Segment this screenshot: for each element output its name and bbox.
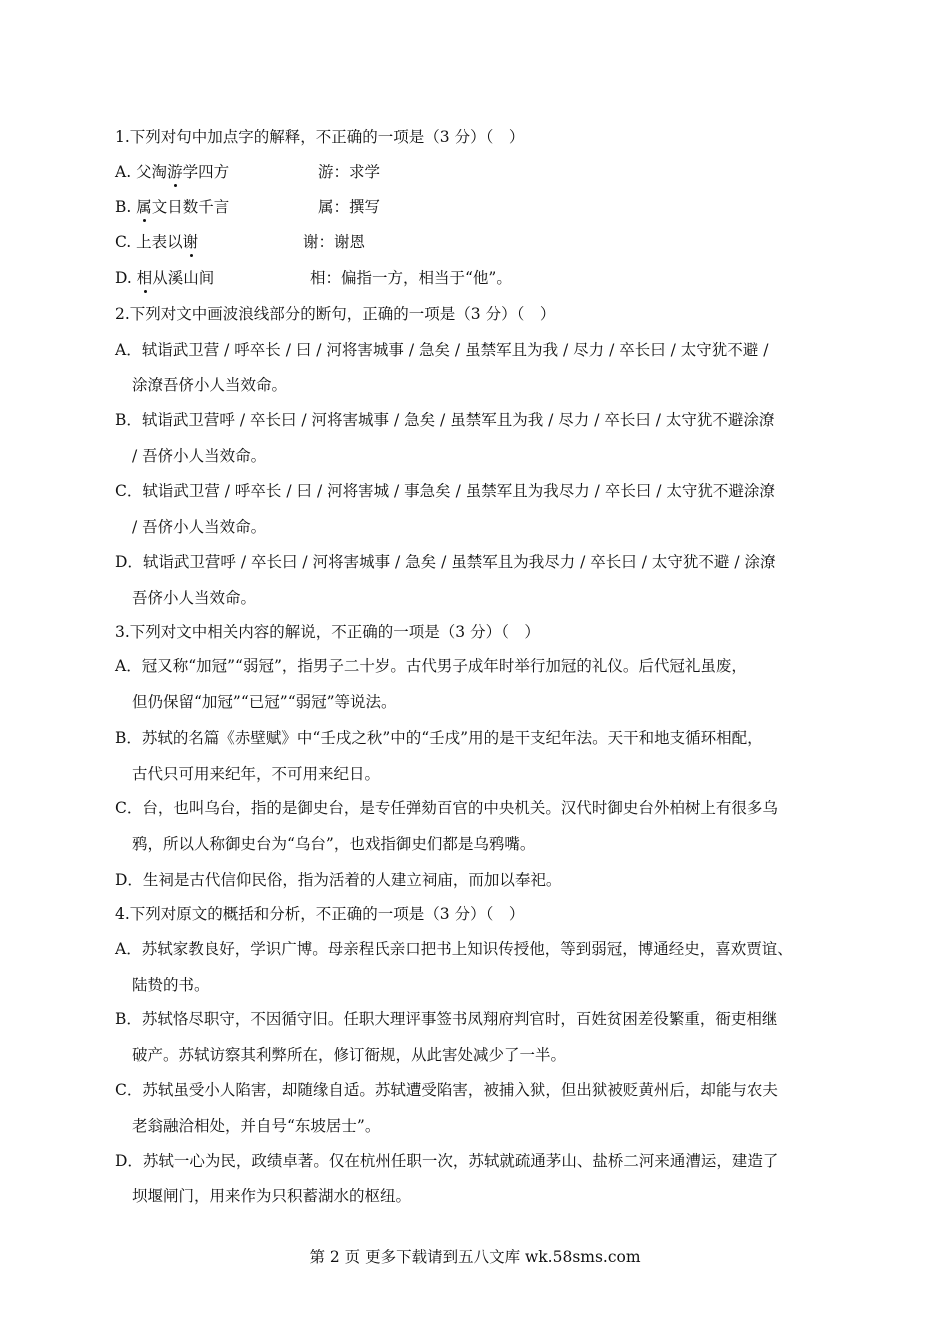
q3-option-d: D．生祠是古代信仰民俗，指为活着的人建立祠庙，而加以奉祀。 [115,871,562,889]
q1-option-c: C. 上表以谢 [115,233,199,251]
q1-option-d: D. 相从溪山间 [115,269,215,287]
q1-gloss-a: 游：求学 [318,163,381,181]
q4-option-c: C．苏轼虽受小人陷害，却随缘自适。苏轼遭受陷害，被捕入狱，但出狱被贬黄州后，却能与农夫 [115,1081,778,1099]
q1-gloss-c: 谢：谢恩 [303,233,366,251]
q2-option-c-cont: / 吾侪小人当效命。 [132,518,267,536]
q4-option-d-cont: 坝堰闸门，用来作为只积蓄湖水的枢纽。 [132,1187,412,1205]
q4-option-c-cont: 老翁融洽相处，并自号“东坡居士”。 [132,1117,381,1135]
q1-stem: 1.下列对句中加点字的解释，不正确的一项是（3 分）（ ） [115,128,525,146]
q3-option-a: A．冠又称“加冠”“弱冠”，指男子二十岁。古代男子成年时举行加冠的礼仪。后代冠礼虽废， [115,657,747,675]
q1-option-b: B. 属文日数千言 [115,198,230,216]
q2-option-d: D．轼诣武卫营呼 / 卒长曰 / 河将害城事 / 急矣 / 虽禁军且为我尽力 / 卒长曰 / 太守犹不避 / 涂潦 [115,553,776,571]
dotted-char: 相 [136,269,153,287]
q4-option-a: A．苏轼家教良好，学识广博。母亲程氏亲口把书上知识传授他，等到弱冠，博通经史，喜欢贾谊、 [115,940,793,958]
q2-option-a: A．轼诣武卫营 / 呼卒长 / 曰 / 河将害城事 / 急矣 / 虽禁军且为我 / 尽力 / 卒长曰 / 太守犹不避 / [115,341,769,359]
q4-option-a-cont: 陆贽的书。 [132,976,210,994]
q3-option-b: B．苏轼的名篇《赤壁赋》中“壬戌之秋”中的“壬戌”用的是干支纪年法。天干和地支循环相配， [115,729,763,747]
q1-gloss-b: 属：撰写 [318,198,381,216]
dotted-char: 谢 [182,233,199,251]
q2-option-b-cont: / 吾侪小人当效命。 [132,447,267,465]
q2-option-a-cont: 涂潦吾侪小人当效命。 [132,376,288,394]
q2-stem: 2.下列对文中画波浪线部分的断句，正确的一项是（3 分）（ ） [115,305,556,323]
q2-option-d-cont: 吾侪小人当效命。 [132,589,257,607]
q4-option-d: D．苏轼一心为民，政绩卓著。仅在杭州任职一次，苏轼就疏通茅山、盐桥二河来通漕运，建造了 [115,1152,779,1170]
q3-stem: 3.下列对文中相关内容的解说，不正确的一项是（3 分）（ ） [115,623,540,641]
q3-option-c: C．台，也叫乌台，指的是御史台，是专任弹劾百官的中央机关。汉代时御史台外柏树上有很多乌 [115,799,778,817]
q3-option-a-cont: 但仍保留“加冠”“已冠”“弱冠”等说法。 [132,693,397,711]
q3-option-b-cont: 古代只可用来纪年，不可用来纪日。 [132,765,381,783]
q4-option-b: B．苏轼恪尽职守，不因循守旧。任职大理评事签书凤翔府判官时，百姓贫困差役繁重，衙吏相继 [115,1010,778,1028]
dotted-char: 属 [136,198,152,216]
q2-option-c: C．轼诣武卫营 / 呼卒长 / 曰 / 河将害城 / 事急矣 / 虽禁军且为我尽力 / 卒长曰 / 太守犹不避涂潦 [115,482,775,500]
page-footer: 第 2 页 更多下载请到五八文库 wk.58sms.com [309,1248,641,1266]
q1-option-a: A. 父淘游学四方 [115,163,230,181]
dotted-char: 游 [167,163,183,181]
q2-option-b: B．轼诣武卫营呼 / 卒长曰 / 河将害城事 / 急矣 / 虽禁军且为我 / 尽力 / 卒长曰 / 太守犹不避涂潦 [115,411,775,429]
q3-option-c-cont: 鸦，所以人称御史台为“乌台”，也戏指御史们都是乌鸦嘴。 [132,835,536,853]
q4-option-b-cont: 破产。苏轼访察其利弊所在，修订衙规，从此害处减少了一半。 [132,1046,567,1064]
q4-stem: 4.下列对原文的概括和分析，不正确的一项是（3 分）（ ） [115,905,525,923]
q1-gloss-d: 相：偏指一方，相当于“他”。 [310,269,512,287]
